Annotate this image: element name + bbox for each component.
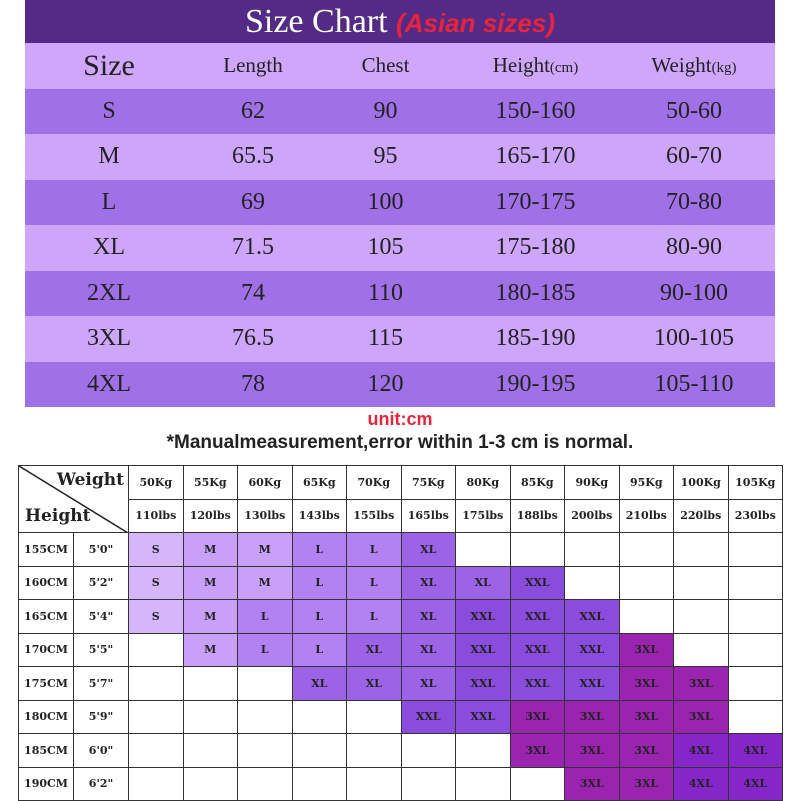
size-cell: 165-170: [495, 143, 576, 170]
size-cell: [238, 767, 293, 801]
size-cell: 3XL: [565, 700, 620, 734]
size-cell: M: [183, 566, 238, 600]
height-ft-label: 5'2": [74, 566, 129, 600]
size-cell: S: [129, 566, 184, 600]
weight-kg-header: 95Kg: [619, 466, 674, 500]
size-cell: [565, 533, 620, 567]
size-cell: [292, 767, 347, 801]
size-cell: [129, 700, 184, 734]
size-cell: 3XL: [619, 767, 674, 801]
weight-lbs-header: 200lbs: [565, 499, 620, 533]
size-cell: XL: [93, 234, 125, 261]
size-cell: XL: [292, 667, 347, 701]
size-cell: 105: [367, 234, 404, 261]
size-cell: 100: [367, 188, 404, 215]
size-cell: [347, 734, 402, 768]
size-cell: XXL: [401, 700, 456, 734]
size-cell: [129, 667, 184, 701]
size-cell: 4XL: [674, 734, 729, 768]
height-cm-label: 160CM: [19, 566, 74, 600]
size-cell: 3XL: [510, 700, 565, 734]
size-cell: 190-195: [495, 370, 576, 397]
weight-kg-header: 80Kg: [456, 466, 511, 500]
size-cell: [619, 533, 674, 567]
weight-lbs-header: 120lbs: [183, 499, 238, 533]
size-cell: XL: [401, 667, 456, 701]
size-cell: L: [292, 533, 347, 567]
size-cell: [183, 734, 238, 768]
size-cell: 69: [241, 188, 265, 215]
size-cell: [674, 600, 729, 634]
size-cell: 120: [367, 370, 404, 397]
size-cell: [728, 633, 783, 667]
height-cm-label: 185CM: [19, 734, 74, 768]
size-cell: XL: [401, 533, 456, 567]
size-cell: 70-80: [666, 188, 722, 215]
size-cell: S: [129, 600, 184, 634]
size-cell: [401, 734, 456, 768]
size-cell: 175-180: [495, 234, 576, 261]
size-row: [25, 180, 775, 226]
size-cell: [510, 767, 565, 801]
grid-row: [19, 700, 783, 734]
size-cell: [619, 600, 674, 634]
size-row: [25, 134, 775, 180]
size-cell: M: [183, 600, 238, 634]
height-ft-label: 5'7": [74, 667, 129, 701]
weight-kg-header: 75Kg: [401, 466, 456, 500]
title-sub: (Asian sizes): [396, 8, 556, 38]
size-cell: 2XL: [87, 279, 131, 306]
size-cell: [728, 533, 783, 567]
corner-weight-label: Weight: [56, 470, 124, 490]
size-cell: 3XL: [619, 667, 674, 701]
size-cell: L: [292, 566, 347, 600]
size-cell: XL: [401, 566, 456, 600]
header-chest: Chest: [361, 53, 410, 78]
weight-kg-header: 50Kg: [129, 466, 184, 500]
size-cell: XL: [401, 600, 456, 634]
weight-lbs-header: 165lbs: [401, 499, 456, 533]
header-size: Size: [83, 48, 135, 82]
size-cell: [728, 700, 783, 734]
size-cell: 4XL: [728, 734, 783, 768]
size-cell: 3XL: [565, 767, 620, 801]
size-cell: S: [102, 97, 116, 124]
size-cell: 4XL: [87, 370, 131, 397]
size-cell: XL: [401, 633, 456, 667]
size-cell: [456, 734, 511, 768]
height-ft-label: 6'0": [74, 734, 129, 768]
size-cell: 78: [241, 370, 265, 397]
size-table-header: [25, 43, 775, 89]
weight-lbs-header: 143lbs: [292, 499, 347, 533]
weight-kg-header: 65Kg: [292, 466, 347, 500]
size-cell: 60-70: [666, 143, 722, 170]
size-row: [25, 271, 775, 317]
size-cell: [674, 566, 729, 600]
size-row: [25, 89, 775, 135]
weight-kg-header: 85Kg: [510, 466, 565, 500]
size-cell: 3XL: [87, 325, 131, 352]
chart-title: [25, 0, 775, 43]
height-ft-label: 5'5": [74, 633, 129, 667]
weight-lbs-header: 155lbs: [347, 499, 402, 533]
header-length: Length: [223, 53, 283, 78]
height-cm-label: 155CM: [19, 533, 74, 567]
size-cell: M: [183, 533, 238, 567]
size-cell: XXL: [456, 667, 511, 701]
size-cell: 3XL: [565, 734, 620, 768]
grid-row: [19, 566, 783, 600]
size-cell: XXL: [510, 633, 565, 667]
size-row: [25, 362, 775, 408]
size-cell: [728, 566, 783, 600]
size-cell: [456, 767, 511, 801]
size-cell: XL: [347, 667, 402, 701]
corner-height-label: Height: [25, 506, 91, 526]
size-cell: XXL: [565, 600, 620, 634]
size-cell: 180-185: [495, 279, 576, 306]
size-cell: XXL: [510, 667, 565, 701]
size-cell: 95: [373, 143, 398, 170]
size-cell: [183, 700, 238, 734]
size-cell: 62: [241, 97, 265, 124]
size-cell: 50-60: [666, 97, 722, 124]
size-cell: [674, 533, 729, 567]
size-cell: L: [238, 600, 293, 634]
size-cell: 100-105: [654, 325, 734, 352]
size-cell: L: [101, 188, 117, 215]
size-cell: XXL: [565, 667, 620, 701]
size-cell: [292, 700, 347, 734]
size-cell: M: [238, 566, 293, 600]
size-cell: [674, 633, 729, 667]
size-cell: 4XL: [728, 767, 783, 801]
grid-corner: [19, 466, 129, 533]
size-cell: XXL: [456, 633, 511, 667]
size-cell: [401, 767, 456, 801]
weight-kg-header: 60Kg: [238, 466, 293, 500]
weight-kg-header: 55Kg: [183, 466, 238, 500]
height-ft-label: 6'2": [74, 767, 129, 801]
size-cell: 76.5: [232, 325, 274, 352]
height-ft-label: 5'4": [74, 600, 129, 634]
size-cell: XXL: [456, 700, 511, 734]
size-cell: XL: [347, 633, 402, 667]
size-cell: 3XL: [674, 700, 729, 734]
size-cell: [238, 734, 293, 768]
size-cell: XXL: [456, 600, 511, 634]
size-cell: [238, 700, 293, 734]
measurement-note: *Manualmeasurement,error within 1-3 cm is normal.: [166, 432, 634, 453]
grid-row: [19, 600, 783, 634]
size-cell: 3XL: [674, 667, 729, 701]
title-main: Size Chart: [244, 3, 388, 40]
weight-kg-header: 90Kg: [565, 466, 620, 500]
size-cell: [456, 533, 511, 567]
size-chart: [25, 0, 775, 407]
weight-kg-header: 105Kg: [728, 466, 783, 500]
size-cell: 74: [241, 279, 265, 306]
height-ft-label: 5'9": [74, 700, 129, 734]
size-cell: [728, 667, 783, 701]
size-cell: 115: [367, 325, 404, 352]
height-cm-label: 165CM: [19, 600, 74, 634]
size-cell: 80-90: [666, 234, 722, 261]
size-cell: 150-160: [495, 97, 576, 124]
size-cell: 4XL: [674, 767, 729, 801]
size-cell: S: [129, 533, 184, 567]
size-recommendation-grid: [18, 465, 783, 801]
weight-lbs-header: 110lbs: [129, 499, 184, 533]
size-cell: XXL: [565, 633, 620, 667]
size-cell: L: [347, 600, 402, 634]
grid-row: [19, 767, 783, 801]
size-cell: 3XL: [619, 633, 674, 667]
weight-lbs-header: 230lbs: [728, 499, 783, 533]
size-cell: XL: [456, 566, 511, 600]
size-cell: 90-100: [660, 279, 728, 306]
size-cell: 3XL: [619, 734, 674, 768]
size-cell: [183, 667, 238, 701]
size-cell: 105-110: [654, 370, 734, 397]
weight-lbs-header: 220lbs: [674, 499, 729, 533]
size-cell: 110: [367, 279, 404, 306]
size-cell: 71.5: [232, 234, 274, 261]
height-ft-label: 5'0": [74, 533, 129, 567]
size-cell: M: [238, 533, 293, 567]
size-cell: 3XL: [510, 734, 565, 768]
grid-row: [19, 533, 783, 567]
height-cm-label: 175CM: [19, 667, 74, 701]
size-cell: L: [347, 566, 402, 600]
size-cell: M: [98, 143, 120, 170]
size-cell: [347, 767, 402, 801]
size-cell: [238, 667, 293, 701]
grid-row: [19, 667, 783, 701]
size-cell: 170-175: [495, 188, 576, 215]
height-cm-label: 170CM: [19, 633, 74, 667]
header-height: Height(cm): [492, 53, 579, 78]
height-cm-label: 180CM: [19, 700, 74, 734]
weight-lbs-header: 188lbs: [510, 499, 565, 533]
size-cell: M: [183, 633, 238, 667]
size-cell: [129, 767, 184, 801]
size-cell: 90: [373, 97, 398, 124]
size-cell: XXL: [510, 600, 565, 634]
size-cell: 185-190: [495, 325, 576, 352]
size-cell: [129, 633, 184, 667]
size-cell: L: [347, 533, 402, 567]
weight-kg-header: 100Kg: [674, 466, 729, 500]
grid-row: [19, 633, 783, 667]
size-cell: [728, 600, 783, 634]
size-cell: L: [292, 600, 347, 634]
height-cm-label: 190CM: [19, 767, 74, 801]
size-cell: [565, 566, 620, 600]
size-cell: [183, 767, 238, 801]
size-row: [25, 225, 775, 271]
weight-kg-header: 70Kg: [347, 466, 402, 500]
size-cell: L: [238, 633, 293, 667]
size-cell: [292, 734, 347, 768]
grid-row: [19, 734, 783, 768]
weight-lbs-header: 130lbs: [238, 499, 293, 533]
size-cell: [347, 700, 402, 734]
size-cell: 65.5: [232, 143, 274, 170]
size-cell: XXL: [510, 566, 565, 600]
header-weight: Weight(kg): [651, 53, 737, 78]
size-cell: [129, 734, 184, 768]
unit-note: unit:cm: [367, 409, 433, 429]
size-cell: 3XL: [619, 700, 674, 734]
size-cell: [619, 566, 674, 600]
size-row: [25, 316, 775, 362]
weight-lbs-header: 210lbs: [619, 499, 674, 533]
size-cell: L: [292, 633, 347, 667]
size-cell: [510, 533, 565, 567]
weight-lbs-header: 175lbs: [456, 499, 511, 533]
